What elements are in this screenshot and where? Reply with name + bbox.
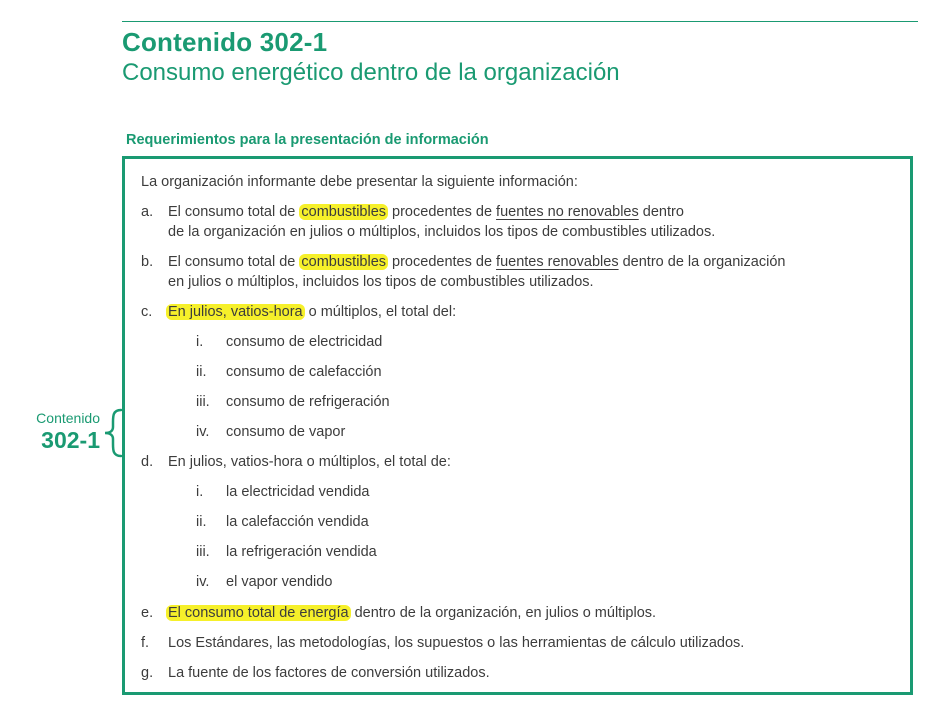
item-c-sub-marker: i. [196,334,204,350]
item-b-text: El consumo total de [168,254,300,270]
item-a-highlight: combustibles [301,204,387,220]
item-c-sub-marker: ii. [196,364,207,380]
item-e-marker: e. [141,605,154,621]
item-d-sub-marker: i. [196,484,204,500]
item-b-text-post: dentro de la organización [618,254,786,270]
item-b-underline: fuentes renovables [496,254,619,270]
item-b-line2: en julios o múltiplos, incluidos los tipos de combustibles utilizados. [168,274,594,290]
item-c-sub-text: consumo de vapor [226,424,346,440]
item-c-marker: c. [141,304,153,320]
item-d-sub-marker: iv. [196,574,210,590]
item-c-line [166,302,456,322]
requirements-heading: Requerimientos para la presentación de información [126,132,489,148]
item-e-text: dentro de la organización, en julios o múltiplos. [350,605,657,621]
side-label-small: Contenido [36,410,100,426]
item-b-line1 [168,252,785,272]
item-e-line [166,603,656,623]
item-e-highlight: El consumo total de energía [168,605,349,621]
item-d-sub-text: la calefacción vendida [226,514,369,530]
item-b-highlight: combustibles [301,254,387,270]
curly-brace-icon [101,408,125,458]
item-a-line1 [168,202,684,222]
item-a-marker: a. [141,204,154,220]
item-c-sub-marker: iii. [196,394,210,410]
side-label-number: 302-1 [41,427,100,453]
item-c-text: o múltiplos, el total del: [304,304,457,320]
item-c-sub-text: consumo de refrigeración [226,394,390,410]
item-d-marker: d. [141,454,154,470]
item-d-sub-marker: iii. [196,544,210,560]
item-f-text: Los Estándares, las metodologías, los supuestos o las herramientas de cálculo utilizados. [168,635,745,651]
item-a-line2: de la organización en julios o múltiplos, incluidos los tipos de combustibles utilizados. [168,224,716,240]
item-a-text-mid: procedentes de [388,204,497,220]
item-d-sub-marker: ii. [196,514,207,530]
intro-text: La organización informante debe presentar la siguiente información: [141,174,578,190]
page-title: Contenido 302-1 [122,27,328,57]
item-c-sub-text: consumo de calefacción [226,364,382,380]
item-c-highlight: En julios, vatios-hora [168,304,303,320]
item-f-marker: f. [141,635,150,651]
item-a-underline: fuentes no renovables [496,204,639,220]
item-c-sub-marker: iv. [196,424,210,440]
item-g-marker: g. [141,665,154,681]
page-subtitle: Consumo energético dentro de la organización [122,59,620,86]
item-d-sub-text: el vapor vendido [226,574,333,590]
item-d-sub-text: la electricidad vendida [226,484,370,500]
item-d-text: En julios, vatios-hora o múltiplos, el total de: [168,454,451,470]
item-b-text-mid: procedentes de [388,254,497,270]
item-b-marker: b. [141,254,154,270]
item-a-text: El consumo total de [168,204,300,220]
item-g-text: La fuente de los factores de conversión utilizados. [168,665,490,681]
side-label [10,410,100,454]
item-d-sub-text: la refrigeración vendida [226,544,377,560]
item-c-sub-text: consumo de electricidad [226,334,383,350]
item-a-text-post: dentro [638,204,684,220]
top-rule [122,21,918,22]
